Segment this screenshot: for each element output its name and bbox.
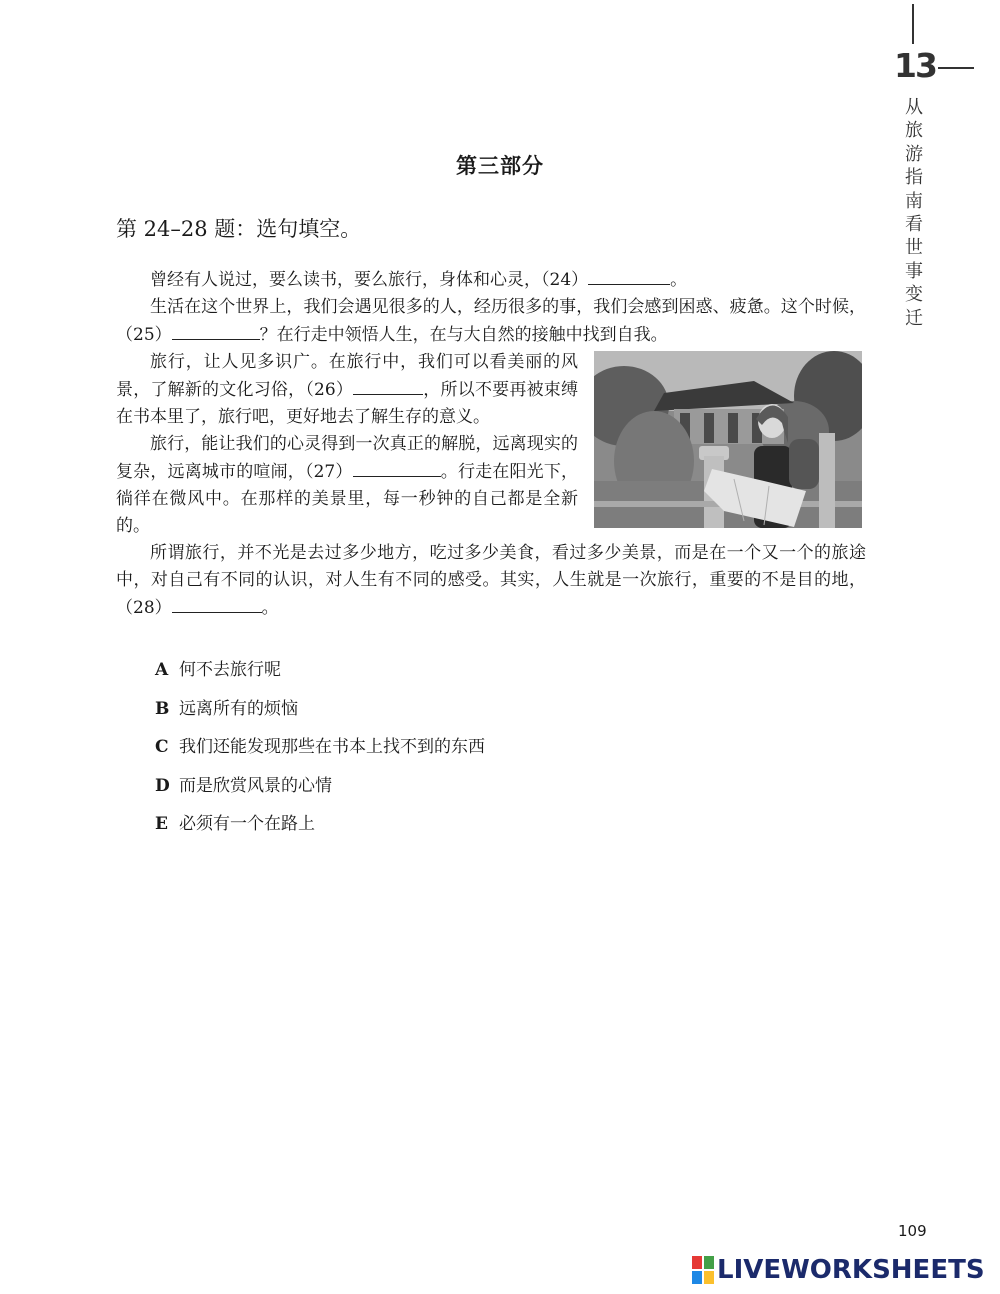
paragraph-4: 旅行，能让我们的心灵得到一次真正的解脱，远离现实的复杂，远离城市的喧闹，（27） 。行走在阳光下，徜徉在微风中。在那样的美景里，每一秒钟的自己都是全新的。 bbox=[116, 434, 579, 536]
blank-number-24: （24） bbox=[541, 270, 589, 290]
chapter-dash bbox=[938, 67, 974, 69]
blank-number-28: （28） bbox=[116, 598, 172, 618]
option-a[interactable]: A 何不去旅行呢 bbox=[155, 660, 281, 680]
instruction: 第 24–28 题：选句填空。 bbox=[116, 217, 362, 241]
option-c[interactable]: C 我们还能发现那些在书本上找不到的东西 bbox=[155, 737, 485, 757]
option-e[interactable]: E 必须有一个在路上 bbox=[155, 814, 315, 834]
blank-27[interactable] bbox=[353, 458, 441, 477]
page-number: 109 bbox=[898, 1222, 927, 1240]
blank-25[interactable] bbox=[172, 321, 260, 340]
blank-24[interactable] bbox=[588, 266, 670, 285]
answer-options bbox=[155, 658, 485, 851]
option-b[interactable]: B 远离所有的烦恼 bbox=[155, 698, 298, 719]
blank-26[interactable] bbox=[353, 376, 423, 395]
paragraph-3: 旅行，让人见多识广。在旅行中，我们可以看美丽的风景，了解新的文化习俗，（26） ，所以不要再被束缚在书本里了，旅行吧，更好地去了解生存的意义。 bbox=[116, 352, 578, 427]
blank-number-27: （27） bbox=[304, 462, 353, 482]
paragraph-2: 生活在这个世界上，我们会遇见很多的人，经历很多的事，我们会感到困惑、疲惫。这个时候，（25） ？在行走中领悟人生，在与大自然的接触中找到自我。 bbox=[116, 297, 866, 345]
chapter-number: 13 bbox=[894, 46, 936, 85]
paragraph-1: 曾经有人说过，要么读书，要么旅行，身体和心灵，（24） 。 bbox=[116, 266, 866, 294]
chapter-tab-line bbox=[912, 4, 914, 44]
section-title: 第三部分 bbox=[456, 153, 544, 178]
traveler-photo bbox=[594, 351, 862, 528]
chapter-title-vertical: 从旅游指南看世事变迁 bbox=[905, 97, 923, 329]
liveworksheets-wordmark: LIVEWORKSHEETS bbox=[717, 1255, 985, 1285]
liveworksheets-logo bbox=[692, 1255, 985, 1285]
blank-number-25: （25） bbox=[116, 325, 172, 345]
blank-number-26: （26） bbox=[305, 380, 354, 400]
blank-28[interactable] bbox=[172, 594, 262, 613]
paragraph-5: 所谓旅行，并不光是去过多少地方，吃过多少美食，看过多少美景，而是在一个又一个的旅途中，对自己有不同的认识，对人生有不同的感受。其实，人生就是一次旅行，重要的不是目的地，（28） 。 bbox=[116, 543, 866, 618]
option-d[interactable]: D 而是欣赏风景的心情 bbox=[155, 775, 332, 796]
liveworksheets-logo-icon bbox=[692, 1256, 714, 1284]
